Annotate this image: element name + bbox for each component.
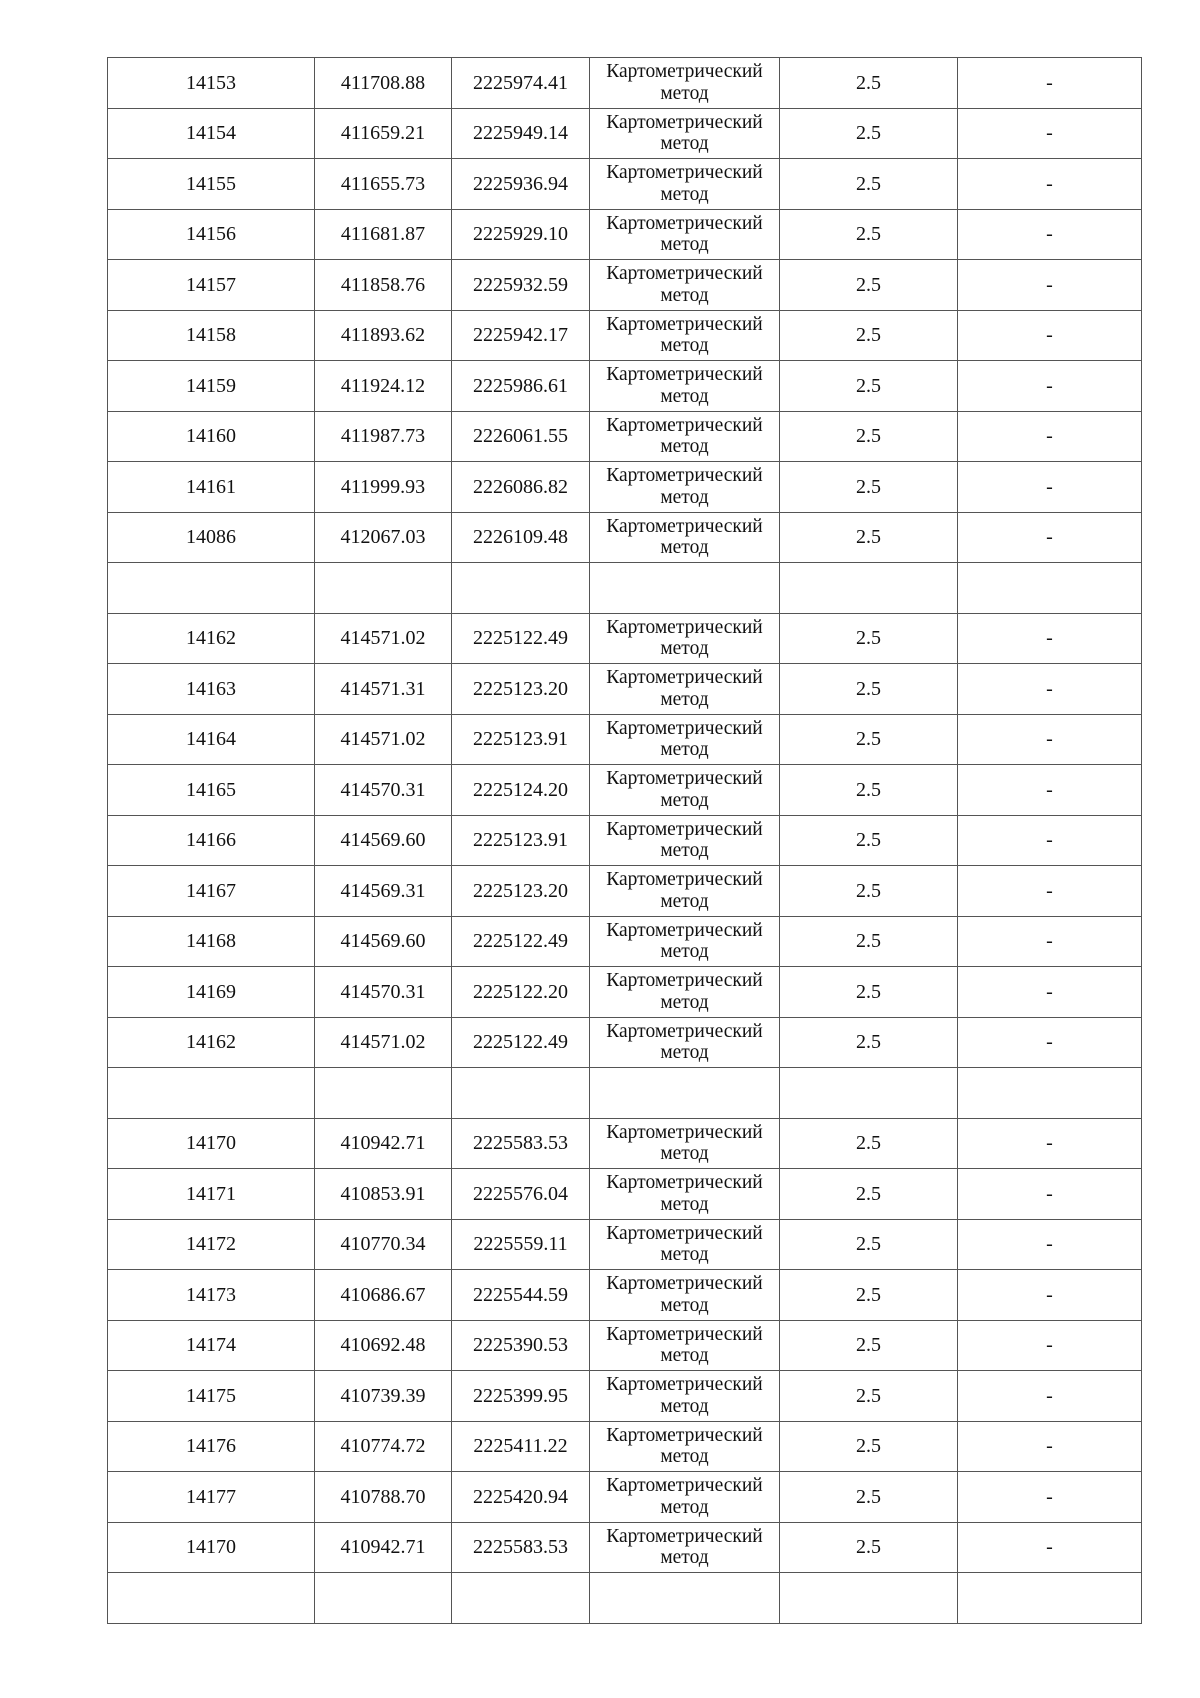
accuracy-cell: 2.5 — [780, 1472, 958, 1523]
method-cell: Картометрический метод — [590, 361, 780, 412]
method-cell: Картометрический метод — [590, 512, 780, 563]
point-number-cell: 14159 — [108, 361, 315, 412]
x-coordinate-cell: 414570.31 — [315, 967, 452, 1018]
point-number-cell: 14172 — [108, 1219, 315, 1270]
method-cell: Картометрический метод — [590, 765, 780, 816]
accuracy-cell: 2.5 — [780, 159, 958, 210]
point-number-cell: 14169 — [108, 967, 315, 1018]
table-row — [108, 310, 1142, 361]
accuracy-cell: 2.5 — [780, 462, 958, 513]
table-row — [108, 1522, 1142, 1573]
y-coordinate-cell: 2225122.49 — [452, 613, 590, 664]
x-coordinate-cell: 414569.31 — [315, 866, 452, 917]
empty-cell — [108, 1573, 315, 1624]
table-row — [108, 411, 1142, 462]
note-cell: - — [958, 209, 1142, 260]
x-coordinate-cell: 411999.93 — [315, 462, 452, 513]
accuracy-cell: 2.5 — [780, 714, 958, 765]
y-coordinate-cell: 2226086.82 — [452, 462, 590, 513]
empty-cell — [780, 1573, 958, 1624]
note-cell: - — [958, 1219, 1142, 1270]
y-coordinate-cell: 2225949.14 — [452, 108, 590, 159]
y-coordinate-cell: 2225420.94 — [452, 1472, 590, 1523]
empty-cell — [590, 563, 780, 614]
y-coordinate-cell: 2225986.61 — [452, 361, 590, 412]
point-number-cell: 14163 — [108, 664, 315, 715]
empty-cell — [780, 1068, 958, 1119]
note-cell: - — [958, 1371, 1142, 1422]
accuracy-cell: 2.5 — [780, 967, 958, 1018]
empty-cell — [315, 563, 452, 614]
y-coordinate-cell: 2225124.20 — [452, 765, 590, 816]
table-row — [108, 1017, 1142, 1068]
coordinates-table — [107, 57, 1142, 1624]
table-row — [108, 1371, 1142, 1422]
point-number-cell: 14177 — [108, 1472, 315, 1523]
method-cell: Картометрический метод — [590, 613, 780, 664]
table-row — [108, 58, 1142, 109]
method-cell: Картометрический метод — [590, 209, 780, 260]
method-cell: Картометрический метод — [590, 159, 780, 210]
method-cell: Картометрический метод — [590, 1169, 780, 1220]
blank-separator-row — [108, 563, 1142, 614]
method-cell: Картометрический метод — [590, 1320, 780, 1371]
point-number-cell: 14176 — [108, 1421, 315, 1472]
accuracy-cell: 2.5 — [780, 310, 958, 361]
accuracy-cell: 2.5 — [780, 1522, 958, 1573]
x-coordinate-cell: 414571.02 — [315, 714, 452, 765]
x-coordinate-cell: 412067.03 — [315, 512, 452, 563]
y-coordinate-cell: 2225544.59 — [452, 1270, 590, 1321]
point-number-cell: 14175 — [108, 1371, 315, 1422]
point-number-cell: 14166 — [108, 815, 315, 866]
note-cell: - — [958, 916, 1142, 967]
accuracy-cell: 2.5 — [780, 866, 958, 917]
table-row — [108, 613, 1142, 664]
x-coordinate-cell: 411659.21 — [315, 108, 452, 159]
x-coordinate-cell: 411655.73 — [315, 159, 452, 210]
y-coordinate-cell: 2225123.20 — [452, 866, 590, 917]
note-cell: - — [958, 1169, 1142, 1220]
method-cell: Картометрический метод — [590, 1270, 780, 1321]
note-cell: - — [958, 1320, 1142, 1371]
empty-cell — [590, 1573, 780, 1624]
table-row — [108, 361, 1142, 412]
point-number-cell: 14161 — [108, 462, 315, 513]
point-number-cell: 14157 — [108, 260, 315, 311]
method-cell: Картометрический метод — [590, 1421, 780, 1472]
x-coordinate-cell: 410770.34 — [315, 1219, 452, 1270]
note-cell: - — [958, 58, 1142, 109]
point-number-cell: 14174 — [108, 1320, 315, 1371]
note-cell: - — [958, 1472, 1142, 1523]
empty-cell — [958, 563, 1142, 614]
table-row — [108, 815, 1142, 866]
method-cell: Картометрический метод — [590, 916, 780, 967]
x-coordinate-cell: 411987.73 — [315, 411, 452, 462]
coordinates-table-body — [108, 58, 1142, 1624]
empty-cell — [315, 1573, 452, 1624]
y-coordinate-cell: 2225576.04 — [452, 1169, 590, 1220]
accuracy-cell: 2.5 — [780, 1371, 958, 1422]
point-number-cell: 14170 — [108, 1522, 315, 1573]
blank-separator-row — [108, 1573, 1142, 1624]
x-coordinate-cell: 410692.48 — [315, 1320, 452, 1371]
accuracy-cell: 2.5 — [780, 765, 958, 816]
accuracy-cell: 2.5 — [780, 411, 958, 462]
method-cell: Картометрический метод — [590, 1017, 780, 1068]
y-coordinate-cell: 2225122.20 — [452, 967, 590, 1018]
table-row — [108, 765, 1142, 816]
y-coordinate-cell: 2225942.17 — [452, 310, 590, 361]
method-cell: Картометрический метод — [590, 310, 780, 361]
x-coordinate-cell: 410853.91 — [315, 1169, 452, 1220]
x-coordinate-cell: 414571.02 — [315, 1017, 452, 1068]
point-number-cell: 14167 — [108, 866, 315, 917]
accuracy-cell: 2.5 — [780, 815, 958, 866]
y-coordinate-cell: 2225559.11 — [452, 1219, 590, 1270]
y-coordinate-cell: 2226061.55 — [452, 411, 590, 462]
point-number-cell: 14158 — [108, 310, 315, 361]
method-cell: Картометрический метод — [590, 58, 780, 109]
x-coordinate-cell: 410686.67 — [315, 1270, 452, 1321]
method-cell: Картометрический метод — [590, 462, 780, 513]
y-coordinate-cell: 2225411.22 — [452, 1421, 590, 1472]
note-cell: - — [958, 108, 1142, 159]
y-coordinate-cell: 2225583.53 — [452, 1522, 590, 1573]
empty-cell — [452, 563, 590, 614]
note-cell: - — [958, 613, 1142, 664]
table-row — [108, 1421, 1142, 1472]
accuracy-cell: 2.5 — [780, 209, 958, 260]
method-cell: Картометрический метод — [590, 1522, 780, 1573]
note-cell: - — [958, 411, 1142, 462]
x-coordinate-cell: 414569.60 — [315, 916, 452, 967]
note-cell: - — [958, 815, 1142, 866]
empty-cell — [315, 1068, 452, 1119]
empty-cell — [108, 563, 315, 614]
method-cell: Картометрический метод — [590, 411, 780, 462]
empty-cell — [958, 1068, 1142, 1119]
table-row — [108, 1270, 1142, 1321]
table-row — [108, 462, 1142, 513]
x-coordinate-cell: 410942.71 — [315, 1118, 452, 1169]
table-row — [108, 1219, 1142, 1270]
x-coordinate-cell: 414570.31 — [315, 765, 452, 816]
y-coordinate-cell: 2225123.91 — [452, 714, 590, 765]
method-cell: Картометрический метод — [590, 714, 780, 765]
point-number-cell: 14156 — [108, 209, 315, 260]
note-cell: - — [958, 1017, 1142, 1068]
point-number-cell: 14086 — [108, 512, 315, 563]
point-number-cell: 14160 — [108, 411, 315, 462]
point-number-cell: 14168 — [108, 916, 315, 967]
accuracy-cell: 2.5 — [780, 1219, 958, 1270]
point-number-cell: 14154 — [108, 108, 315, 159]
x-coordinate-cell: 410739.39 — [315, 1371, 452, 1422]
note-cell: - — [958, 1522, 1142, 1573]
accuracy-cell: 2.5 — [780, 613, 958, 664]
empty-cell — [452, 1068, 590, 1119]
x-coordinate-cell: 411924.12 — [315, 361, 452, 412]
accuracy-cell: 2.5 — [780, 1421, 958, 1472]
y-coordinate-cell: 2225583.53 — [452, 1118, 590, 1169]
accuracy-cell: 2.5 — [780, 1320, 958, 1371]
table-row — [108, 159, 1142, 210]
x-coordinate-cell: 410788.70 — [315, 1472, 452, 1523]
accuracy-cell: 2.5 — [780, 260, 958, 311]
method-cell: Картометрический метод — [590, 967, 780, 1018]
y-coordinate-cell: 2225390.53 — [452, 1320, 590, 1371]
accuracy-cell: 2.5 — [780, 361, 958, 412]
note-cell: - — [958, 714, 1142, 765]
note-cell: - — [958, 1270, 1142, 1321]
accuracy-cell: 2.5 — [780, 108, 958, 159]
accuracy-cell: 2.5 — [780, 58, 958, 109]
point-number-cell: 14153 — [108, 58, 315, 109]
table-row — [108, 866, 1142, 917]
accuracy-cell: 2.5 — [780, 1270, 958, 1321]
point-number-cell: 14165 — [108, 765, 315, 816]
table-row — [108, 1472, 1142, 1523]
table-row — [108, 967, 1142, 1018]
note-cell: - — [958, 765, 1142, 816]
y-coordinate-cell: 2225122.49 — [452, 916, 590, 967]
y-coordinate-cell: 2226109.48 — [452, 512, 590, 563]
x-coordinate-cell: 414571.02 — [315, 613, 452, 664]
y-coordinate-cell: 2225929.10 — [452, 209, 590, 260]
x-coordinate-cell: 411708.88 — [315, 58, 452, 109]
empty-cell — [590, 1068, 780, 1119]
y-coordinate-cell: 2225932.59 — [452, 260, 590, 311]
note-cell: - — [958, 866, 1142, 917]
method-cell: Картометрический метод — [590, 1371, 780, 1422]
point-number-cell: 14162 — [108, 613, 315, 664]
note-cell: - — [958, 462, 1142, 513]
method-cell: Картометрический метод — [590, 664, 780, 715]
table-row — [108, 209, 1142, 260]
point-number-cell: 14155 — [108, 159, 315, 210]
y-coordinate-cell: 2225399.95 — [452, 1371, 590, 1422]
accuracy-cell: 2.5 — [780, 1017, 958, 1068]
accuracy-cell: 2.5 — [780, 916, 958, 967]
table-row — [108, 512, 1142, 563]
point-number-cell: 14164 — [108, 714, 315, 765]
x-coordinate-cell: 411858.76 — [315, 260, 452, 311]
note-cell: - — [958, 361, 1142, 412]
method-cell: Картометрический метод — [590, 260, 780, 311]
table-row — [108, 1320, 1142, 1371]
accuracy-cell: 2.5 — [780, 512, 958, 563]
y-coordinate-cell: 2225122.49 — [452, 1017, 590, 1068]
table-row — [108, 916, 1142, 967]
note-cell: - — [958, 967, 1142, 1018]
method-cell: Картометрический метод — [590, 1472, 780, 1523]
point-number-cell: 14170 — [108, 1118, 315, 1169]
x-coordinate-cell: 414569.60 — [315, 815, 452, 866]
point-number-cell: 14173 — [108, 1270, 315, 1321]
x-coordinate-cell: 411681.87 — [315, 209, 452, 260]
table-row — [108, 1169, 1142, 1220]
y-coordinate-cell: 2225974.41 — [452, 58, 590, 109]
y-coordinate-cell: 2225123.20 — [452, 664, 590, 715]
table-row — [108, 108, 1142, 159]
note-cell: - — [958, 512, 1142, 563]
accuracy-cell: 2.5 — [780, 1169, 958, 1220]
y-coordinate-cell: 2225936.94 — [452, 159, 590, 210]
method-cell: Картометрический метод — [590, 1118, 780, 1169]
table-row — [108, 664, 1142, 715]
y-coordinate-cell: 2225123.91 — [452, 815, 590, 866]
note-cell: - — [958, 159, 1142, 210]
empty-cell — [108, 1068, 315, 1119]
table-row — [108, 260, 1142, 311]
x-coordinate-cell: 411893.62 — [315, 310, 452, 361]
method-cell: Картометрический метод — [590, 108, 780, 159]
note-cell: - — [958, 1118, 1142, 1169]
note-cell: - — [958, 310, 1142, 361]
accuracy-cell: 2.5 — [780, 664, 958, 715]
x-coordinate-cell: 410774.72 — [315, 1421, 452, 1472]
x-coordinate-cell: 414571.31 — [315, 664, 452, 715]
accuracy-cell: 2.5 — [780, 1118, 958, 1169]
point-number-cell: 14171 — [108, 1169, 315, 1220]
table-row — [108, 1118, 1142, 1169]
method-cell: Картометрический метод — [590, 866, 780, 917]
empty-cell — [452, 1573, 590, 1624]
method-cell: Картометрический метод — [590, 1219, 780, 1270]
note-cell: - — [958, 664, 1142, 715]
empty-cell — [958, 1573, 1142, 1624]
note-cell: - — [958, 260, 1142, 311]
x-coordinate-cell: 410942.71 — [315, 1522, 452, 1573]
table-row — [108, 714, 1142, 765]
note-cell: - — [958, 1421, 1142, 1472]
blank-separator-row — [108, 1068, 1142, 1119]
point-number-cell: 14162 — [108, 1017, 315, 1068]
empty-cell — [780, 563, 958, 614]
method-cell: Картометрический метод — [590, 815, 780, 866]
